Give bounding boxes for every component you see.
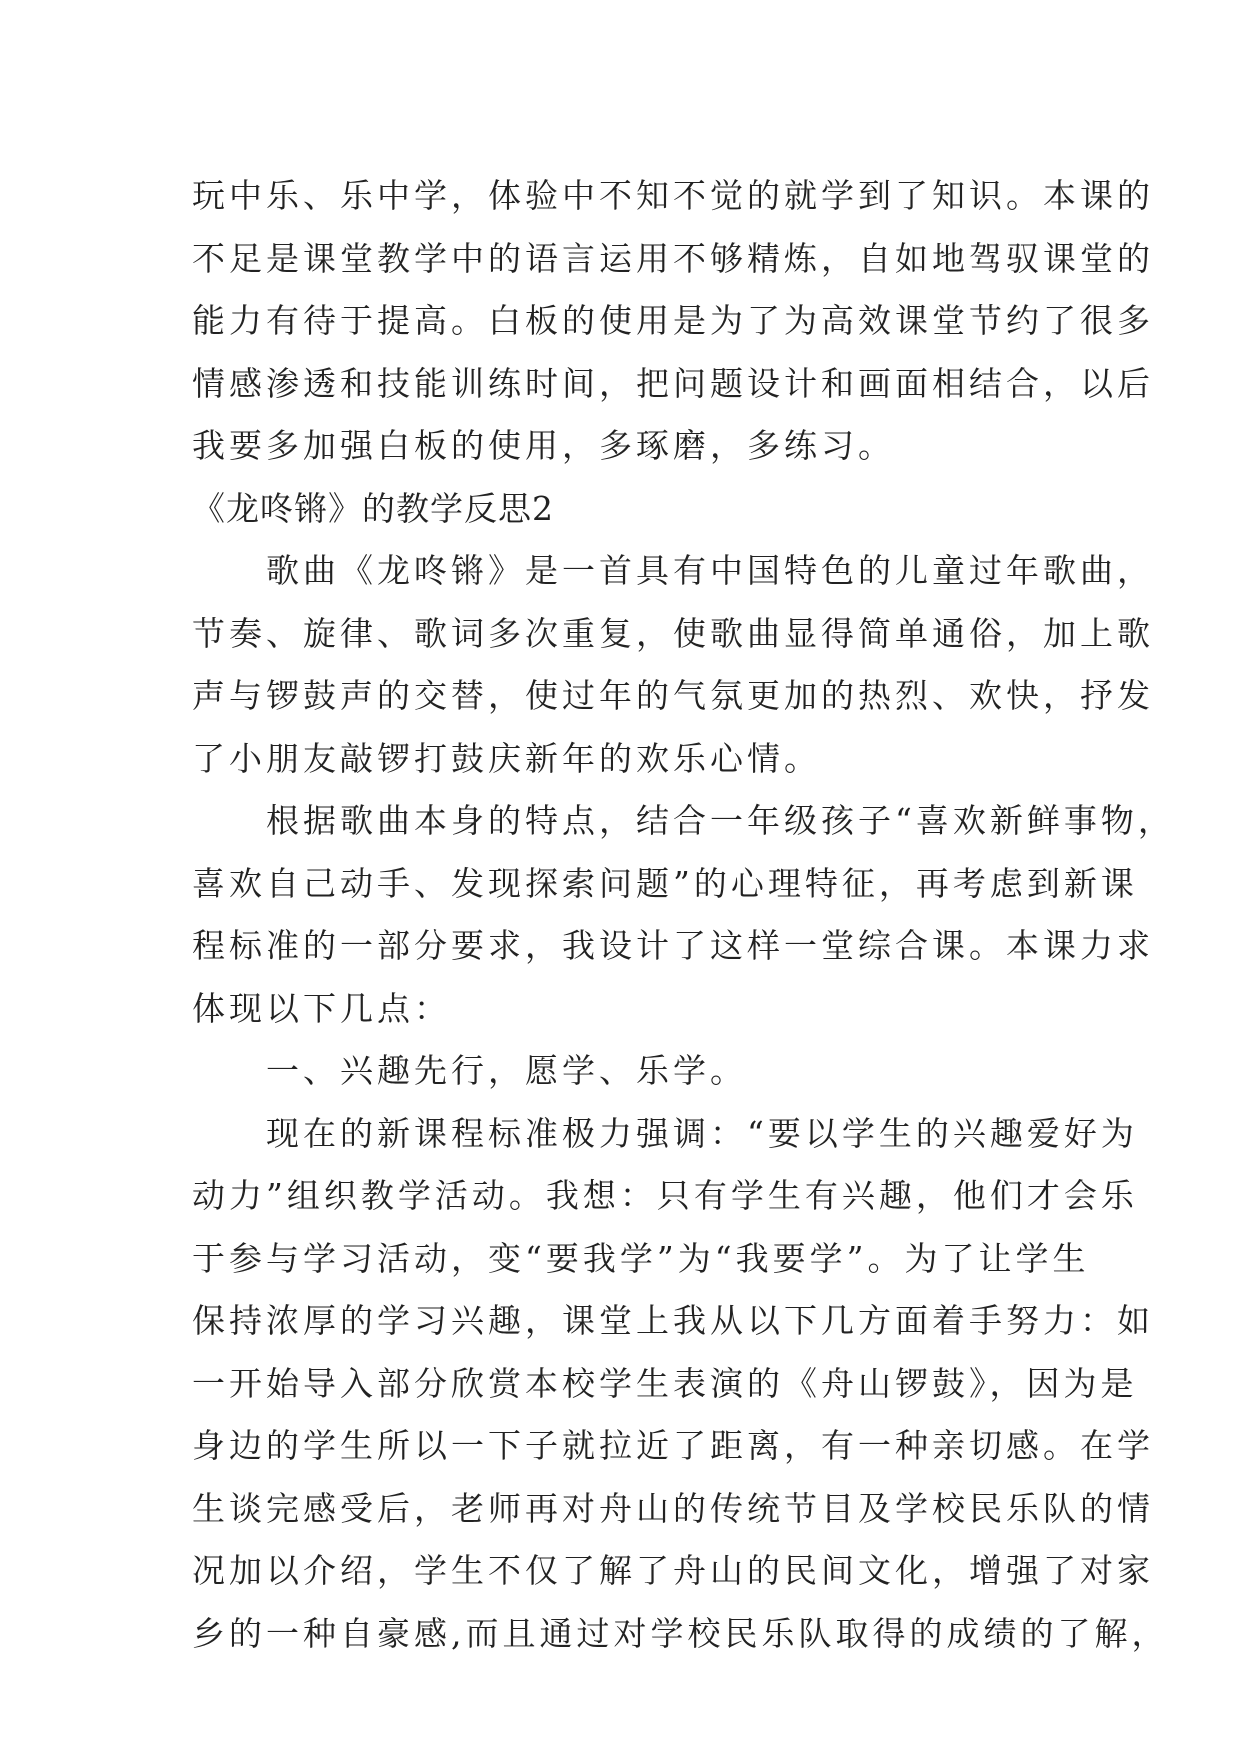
text-line: 现在的新课程标准极力强调：“要以学生的兴趣爱好为 — [192, 1113, 1138, 1153]
text-line: 乡的一种自豪感,而且通过对学校民乐队取得的成绩的了解， — [192, 1613, 1169, 1653]
text-line: 节奏、旋律、歌词多次重复，使歌曲显得简单通俗，加上歌 — [192, 613, 1154, 653]
text-line: 身边的学生所以一下子就拉近了距离，有一种亲切感。在学 — [192, 1426, 1154, 1465]
text-line: 我要多加强白板的使用，多琢磨，多练习。 — [192, 426, 895, 465]
text-line: 一、兴趣先行，愿学、乐学。 — [192, 1051, 747, 1090]
text-line: 声与锣鼓声的交替，使过年的气氛更加的热烈、欢快，抒发 — [192, 676, 1154, 715]
text-line: 喜欢自己动手、发现探索问题”的心理特征，再考虑到新课 — [192, 863, 1138, 903]
text-line: 了小朋友敲锣打鼓庆新年的欢乐心情。 — [192, 738, 821, 778]
text-line: 歌曲《龙咚锵》是一首具有中国特色的儿童过年歌曲， — [192, 551, 1154, 590]
text-line: 体现以下几点： — [192, 988, 451, 1028]
document-body — [192, 165, 1175, 1665]
text-line: 动力”组织教学活动。我想：只有学生有兴趣，他们才会乐 — [192, 1176, 1138, 1215]
text-line: 一开始导入部分欣赏本校学生表演的《舟山锣鼓》，因为是 — [192, 1363, 1138, 1403]
text-line: 程标准的一部分要求，我设计了这样一堂综合课。本课力求 — [192, 926, 1154, 965]
text-line: 于参与学习活动，变“要我学”为“我要学”。为了让学生 — [192, 1238, 1090, 1278]
text-line: 保持浓厚的学习兴趣，课堂上我从以下几方面着手努力：如 — [192, 1301, 1154, 1340]
text-line: 玩中乐、乐中学，体验中不知不觉的就学到了知识。本课的 — [192, 176, 1154, 215]
text-line: 能力有待于提高。白板的使用是为了为高效课堂节约了很多 — [192, 301, 1154, 340]
text-line: 根据歌曲本身的特点，结合一年级孩子“喜欢新鲜事物， — [192, 801, 1175, 840]
text-line: 不足是课堂教学中的语言运用不够精炼，自如地驾驭课堂的 — [192, 238, 1154, 278]
section-heading: 《龙咚锵》的教学反思2 — [192, 488, 554, 528]
text-line: 生谈完感受后，老师再对舟山的传统节目及学校民乐队的情 — [192, 1488, 1154, 1528]
text-line: 况加以介绍，学生不仅了解了舟山的民间文化，增强了对家 — [192, 1551, 1154, 1590]
text-line: 情感渗透和技能训练时间，把问题设计和画面相结合，以后 — [192, 363, 1154, 403]
